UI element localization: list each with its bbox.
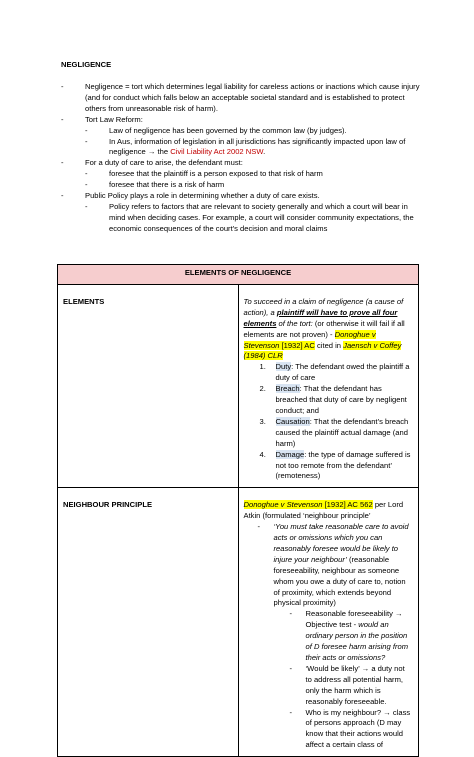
row-label-neighbour-principle: NEIGHBOUR PRINCIPLE: [58, 488, 239, 757]
list-item: [61, 169, 421, 180]
list-item: 1. Duty: The defendant owed the plaintiff a duty of care: [259, 362, 410, 383]
intro-bullet-list: [61, 82, 421, 235]
bullet-text: foresee that there is a risk of harm: [109, 180, 225, 190]
list-item: - ‘You must take reasonable care to avoid acts or omissions which you can reasonably foresee would be likely to injure your neighbour’ (reasonable foreseeability, neighbour as someone whom you owe a duty of care to, notion of proximity, which extends beyond physical proximity): [257, 522, 409, 608]
page-title: NEGLIGENCE: [61, 60, 112, 69]
bullet-dash: -: [85, 136, 88, 146]
bullet-text: Tort Law Reform:: [85, 114, 143, 124]
bullet-text: Negligence = tort which determines legal liability for careless actions or inactions which cause injury (and for conduct which falls below an acceptable societal standard and is established to protect others from unreasonable risk of harm).: [85, 82, 420, 113]
row-label-elements: ELEMENTS: [58, 284, 239, 487]
table-row: [58, 488, 419, 757]
bullet-text: Public Policy plays a role in determining whether a duty of care exists.: [85, 191, 320, 201]
list-item: [61, 180, 421, 191]
bullet-text: Law of negligence has been governed by the common law (by judges).: [109, 125, 347, 135]
element-term: Damage: [275, 449, 305, 459]
list-item: [61, 191, 421, 202]
neighbour-intro: Donoghue v Stevenson [1932] AC 562 per Lord Atkin (formulated ‘neighbour principle’: [243, 500, 404, 521]
list-item: [61, 82, 421, 115]
case-citation: Jaensch v Coffey (1984) CLR: [243, 340, 402, 361]
bullet-text: For a duty of care to arise, the defendant must:: [85, 158, 243, 168]
bullet-dash: -: [85, 180, 88, 190]
list-item: 4. Damage: the type of damage suffered is not too remote from the defendant’ (remoteness): [259, 449, 411, 481]
case-citation: Donoghue v Stevenson [1932] AC 562: [243, 500, 373, 510]
legislation-name: Civil Liability Act 2002 NSW: [170, 147, 264, 157]
table-row: [58, 284, 419, 487]
table-header: ELEMENTS OF NEGLIGENCE: [58, 265, 419, 285]
element-term: Breach: [275, 384, 300, 394]
atkin-quote: ‘You must take reasonable care to avoid acts or omissions which you can reasonably foresee would be likely to injure your neighbour’: [273, 522, 409, 564]
bullet-dash: -: [85, 201, 88, 211]
table-header-row: [58, 265, 419, 285]
elements-content: [238, 284, 419, 487]
element-term: Causation: [275, 416, 310, 426]
bullet-dash: -: [61, 158, 64, 168]
list-item: [61, 158, 421, 169]
bullet-dash: -: [61, 191, 64, 201]
list-item: - ‘Would be likely’ → a duty not to address all potential harm, only the harm which is reasonably foreseeable.: [289, 663, 405, 706]
list-item: [61, 115, 421, 126]
bullet-dash: -: [61, 114, 64, 124]
bullet-dash: -: [85, 169, 88, 179]
case-citation: Donoghue v Stevenson [1932] AC: [243, 329, 376, 350]
bullet-dash: -: [61, 82, 64, 91]
list-item: [61, 126, 421, 137]
elements-table: [57, 264, 419, 757]
list-item: - Reasonable foreseeability → Objective test - would an ordinary person in the position of D foresee harm arising from their acts or omissions?: [289, 609, 409, 662]
list-item: 2. Breach: That the defendant has breached that duty of care by negligent conduct; and: [259, 384, 407, 415]
bullet-text: In Aus, information of legislation in all jurisdictions has significantly impacted upon law of negligence → the Civil Liability Act 2002 NSW.: [109, 136, 406, 157]
list-item: [61, 137, 421, 159]
list-item: - Who is my neighbour? → class of persons approach (D may know that their actions would affect a certain class of: [289, 707, 411, 750]
neighbour-content: [238, 488, 419, 757]
list-item: [61, 202, 421, 235]
elements-intro: To succeed in a claim of negligence (a cause of action), a plaintiff will have to prove all four elements of the tort: (or otherwise it will fail if all elements are not proven) - Donoghue v Stevenson [1932] AC cited in Jaensch v Coffey (1984) CLR: [243, 296, 405, 361]
element-term: Duty: [275, 362, 292, 372]
list-item: 3. Causation: That the defendant’s breach caused the plaintiff actual damage (and harm): [259, 416, 409, 448]
bullet-dash: -: [85, 125, 88, 135]
bullet-text: Policy refers to factors that are relevant to society generally and which a court will bear in mind when deciding cases. For example, a court will consider community expectations, the economic consequences of the court's decision and moral claims: [109, 201, 414, 233]
bullet-text: foresee that the plaintiff is a person exposed to that risk of harm: [109, 169, 323, 179]
